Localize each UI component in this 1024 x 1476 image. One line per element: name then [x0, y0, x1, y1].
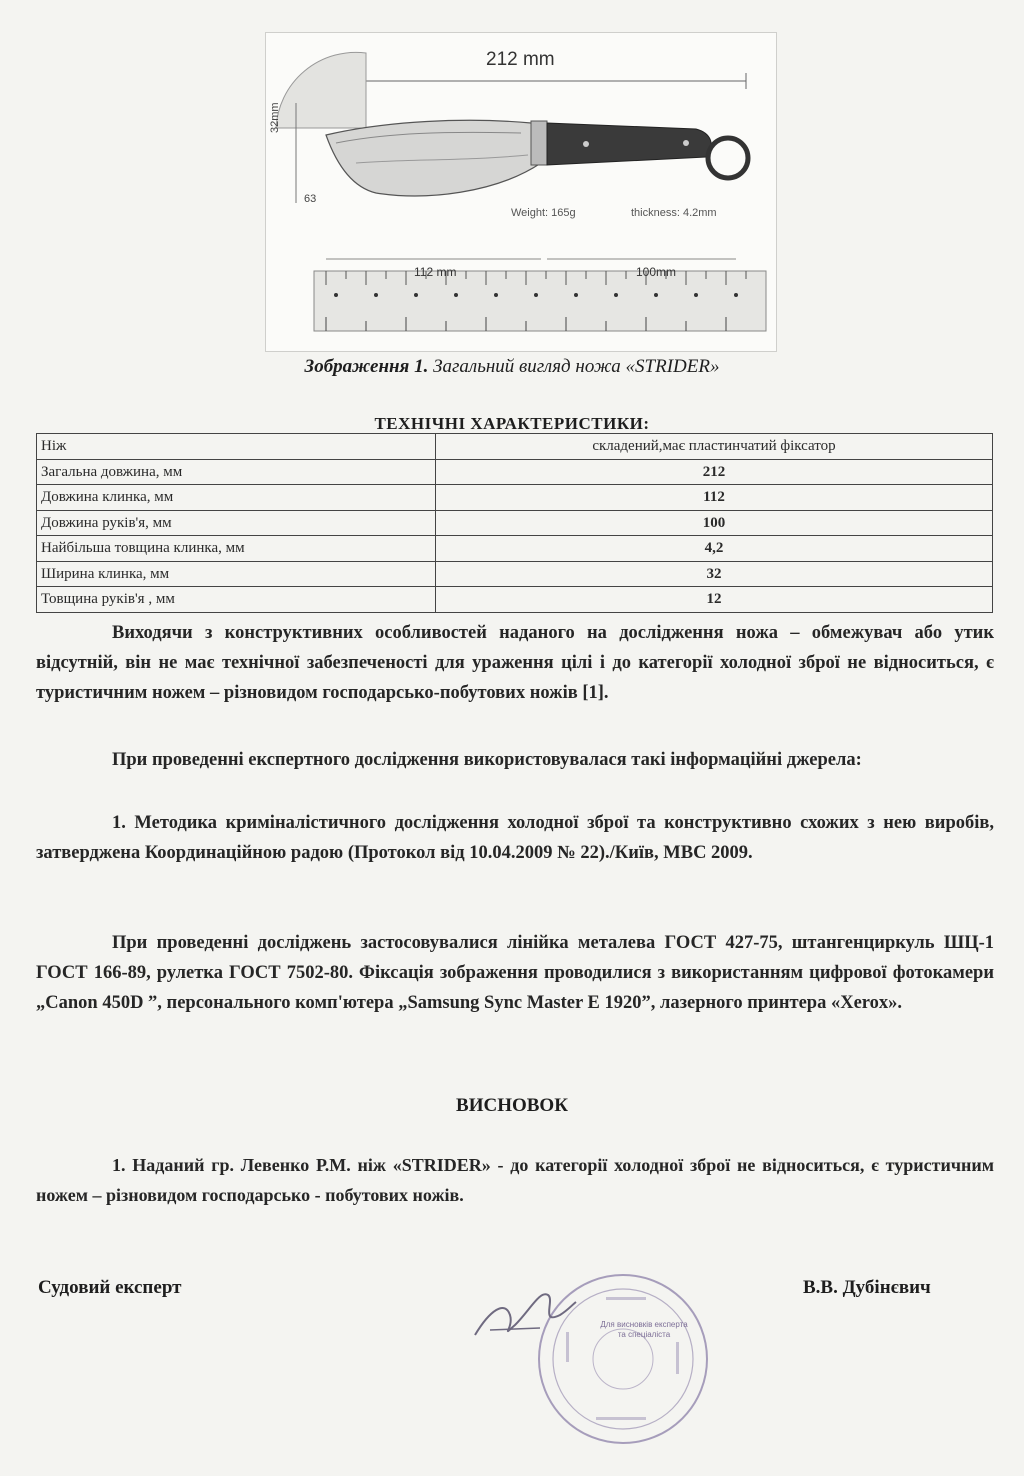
table-cell-label: Загальна довжина, мм	[37, 459, 436, 485]
conclusion-title: ВИСНОВОК	[456, 1095, 568, 1116]
table-row	[37, 561, 993, 587]
table-title: ТЕХНІЧНІ ХАРАКТЕРИСТИКИ:	[374, 414, 650, 433]
height-label: 63	[304, 193, 317, 205]
table-cell-label: Довжина клинка, мм	[37, 485, 436, 511]
blade-length-label: 112 mm	[414, 265, 457, 279]
thickness-label: thickness: 4.2mm	[631, 207, 717, 219]
knife-photo	[265, 32, 777, 352]
width-label: 32mm	[269, 102, 281, 133]
table-cell-value: 32	[436, 561, 993, 587]
knife-illustration	[266, 33, 776, 351]
table-cell-value: складений,має пластинчатий фіксатор	[436, 434, 993, 460]
signer-role: Судовий експерт	[38, 1277, 182, 1298]
table-cell-value: 4,2	[436, 536, 993, 562]
specs-table	[36, 433, 993, 613]
conclusion-paragraph: 1. Наданий гр. Левенко Р.М. ніж «STRIDER» - до категорії холодної зброї не відноситься, є туристичним ножем – різновидом господарсько - побутових ножів.	[36, 1155, 994, 1205]
analysis-paragraph: Виходячи з конструктивних особливостей наданого на дослідження ножа – обмежувач або утик відсутній, він не має технічної забезпеченості для ураження цілі і до категорії холодної зброї не відноситься, є туристичним ножем – різновидом господарсько-побутових ножів [1].	[36, 623, 994, 703]
caption-prefix: Зображення 1.	[304, 356, 429, 377]
source-item: 1. Методика криміналістичного дослідження холодної зброї та конструктивно схожих з нею виробів, затверджена Координаційною радою (Протокол від 10.04.2009 № 22)./Київ, МВС 2009.	[36, 813, 994, 863]
table-cell-value: 212	[436, 459, 993, 485]
table-cell-label: Ніж	[37, 434, 436, 460]
table-row	[37, 485, 993, 511]
table-cell-value: 112	[436, 485, 993, 511]
handwritten-signature	[470, 1280, 580, 1350]
table-cell-value: 12	[436, 587, 993, 613]
sources-heading: При проведенні експертного дослідження використовувалася такі інформаційні джерела:	[112, 750, 862, 770]
table-row	[37, 510, 993, 536]
stamp-text: Для висновків експерта та спеціаліста	[600, 1320, 688, 1339]
figure-caption	[0, 356, 1024, 378]
table-cell-label: Ширина клинка, мм	[37, 561, 436, 587]
table-row	[37, 536, 993, 562]
table-row	[37, 587, 993, 613]
handle-length-label: 100mm	[636, 265, 677, 279]
table-row	[37, 434, 993, 460]
table-cell-label: Довжина руків'я, мм	[37, 510, 436, 536]
tools-paragraph: При проведенні досліджень застосовувалися лінійка металева ГОСТ 427-75, штангенциркуль ШЦ-1 ГОСТ 166-89, рулетка ГОСТ 7502-80. Фіксація зображення проводилися з використанням цифрової фотокамери „Canon 450D ”, персонального комп'ютера „Samsung Sync Master E 1920”, лазерного принтера «Xerox».	[36, 933, 994, 1013]
weight-label: Weight: 165g	[511, 207, 576, 219]
caption-text: Загальний вигляд ножа «STRIDER»	[433, 356, 720, 377]
signer-name: В.В. Дубінєвич	[803, 1277, 931, 1298]
table-cell-label: Товщина руків'я , мм	[37, 587, 436, 613]
table-row	[37, 459, 993, 485]
table-cell-label: Найбільша товщина клинка, мм	[37, 536, 436, 562]
table-cell-value: 100	[436, 510, 993, 536]
overall-length-label: 212 mm	[486, 49, 555, 70]
